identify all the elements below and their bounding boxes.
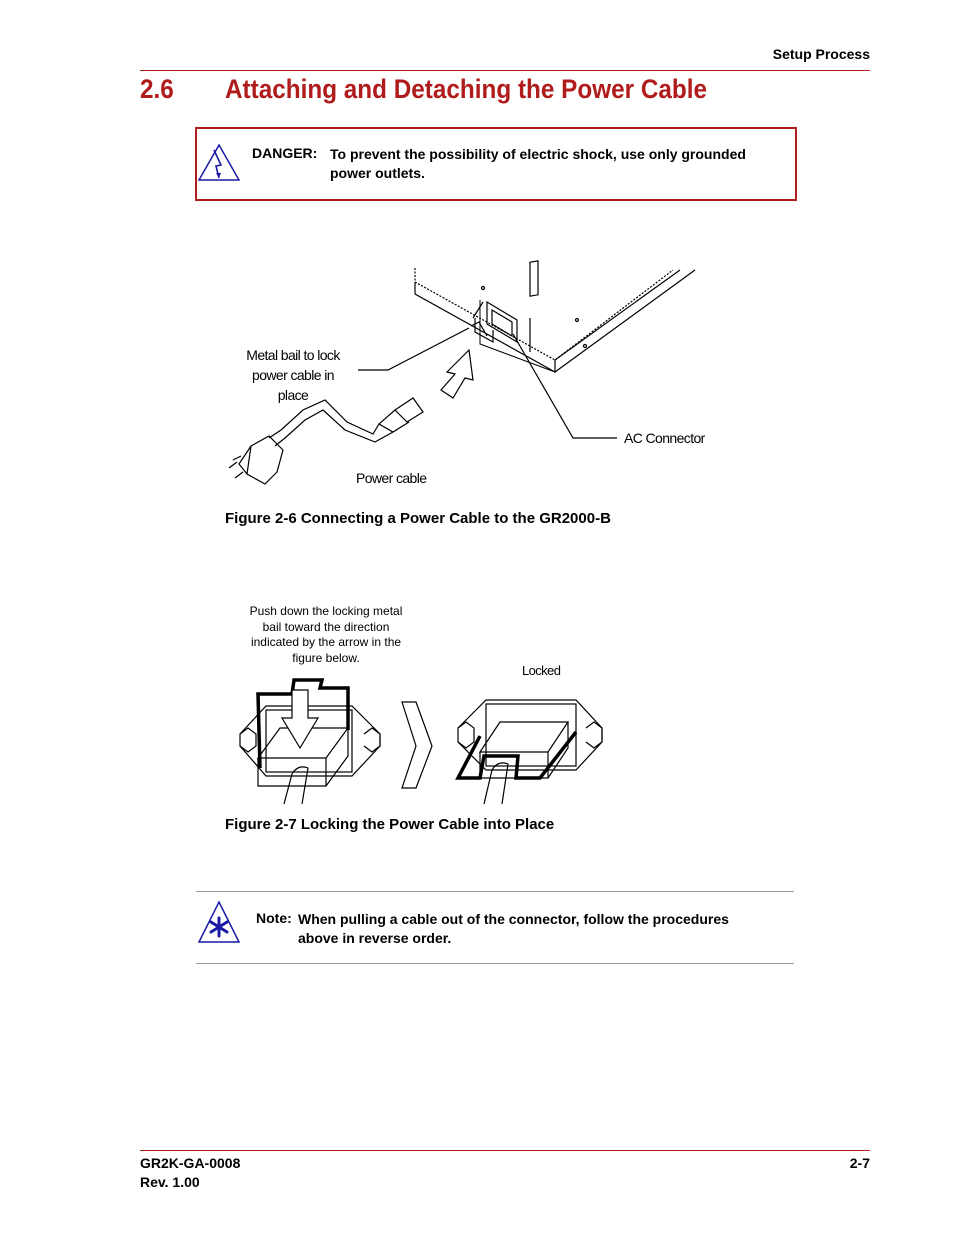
note-label: Note: — [256, 910, 292, 926]
note-bottom-rule — [196, 963, 794, 964]
header-rule — [140, 70, 870, 71]
danger-label: DANGER: — [252, 145, 318, 161]
danger-text: To prevent the possibility of electric shock, use only grounded power outlets. — [330, 146, 746, 181]
running-header: Setup Process — [772, 46, 870, 62]
footer-rule — [140, 1150, 870, 1151]
bail-label: Metal bail to lock power cable in place — [246, 347, 340, 403]
locked-label: Locked — [522, 663, 561, 678]
power-cable-label: Power cable — [356, 470, 427, 486]
note-text: When pulling a cable out of the connector, follow the procedures above in reverse order. — [298, 911, 729, 946]
note-top-rule — [196, 891, 794, 892]
figure-2-7-caption: Figure 2-7 Locking the Power Cable into Place — [225, 816, 555, 833]
figure-2-7-illustration — [236, 672, 608, 808]
section-title: Attaching and Detaching the Power Cable — [225, 74, 708, 104]
asterisk-note-icon — [197, 900, 241, 944]
page-number: 2-7 — [849, 1155, 870, 1171]
figure-2-6-caption: Figure 2-6 Connecting a Power Cable to the GR2000-B — [225, 510, 611, 527]
lightning-warning-icon — [197, 143, 241, 183]
ac-connector-label: AC Connector — [624, 430, 705, 446]
doc-id: GR2K-GA-0008 — [140, 1155, 241, 1171]
doc-revision: Rev. 1.00 — [140, 1174, 200, 1190]
instruction-text: Push down the locking metal bail toward the direction indicated by the arrow in the figure below. — [249, 604, 403, 665]
section-number: 2.6 — [140, 74, 174, 104]
